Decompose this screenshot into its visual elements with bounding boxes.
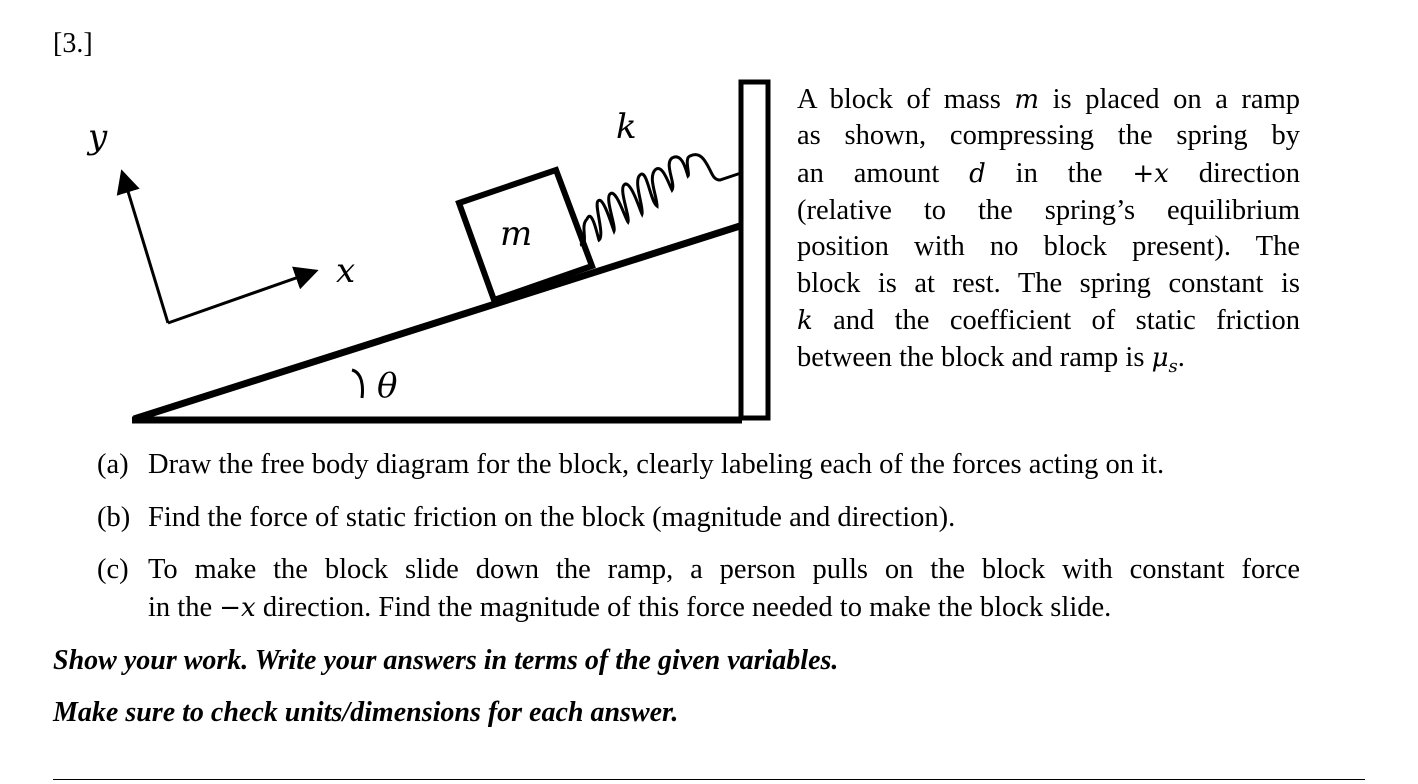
x-axis-arrow: [168, 272, 313, 323]
math-symbol: +x: [1132, 159, 1169, 189]
description-line: [797, 119, 1300, 153]
text-segment: in the: [985, 158, 1133, 189]
text-segment: in the: [148, 592, 220, 623]
angle-arc: [352, 370, 363, 398]
text-segment: and the coefficient of static friction: [812, 305, 1300, 336]
angle-label: θ: [377, 366, 398, 406]
description-line: [797, 83, 1300, 117]
x-axis-label: x: [336, 251, 356, 291]
description-line: [797, 304, 1300, 338]
mass-label: m: [500, 214, 533, 254]
description-line: [797, 194, 1300, 228]
y-axis-label: y: [88, 117, 108, 157]
wall: [741, 82, 768, 418]
description-line: [797, 267, 1300, 301]
math-symbol: s: [1168, 356, 1178, 377]
ramp-incline: [134, 226, 740, 419]
text-segment: direction: [1168, 158, 1300, 189]
text-segment: A block of mass: [797, 84, 1015, 115]
description-line: [797, 230, 1300, 264]
part-text: [148, 501, 955, 535]
math-symbol: −x: [219, 593, 256, 623]
part-text: [148, 553, 1300, 587]
part-label: (b): [97, 502, 131, 533]
text-segment: Find the force of static friction on the block (magnitude and direction).: [148, 502, 956, 533]
part-text: [148, 448, 1164, 482]
part-text: [148, 591, 1111, 625]
math-symbol: m: [1014, 85, 1040, 115]
axes: [86, 117, 355, 323]
description-line: [797, 341, 1300, 384]
instruction-check-units: Make sure to check units/dimensions for each answer.: [53, 697, 679, 728]
answer-line: [53, 779, 1365, 780]
text-segment: is placed on a ramp: [1039, 84, 1300, 115]
text-segment: Draw the free body diagram for the block, clearly labeling each of the forces acting on it.: [148, 449, 1165, 480]
description-line: [797, 157, 1300, 191]
text-segment: as shown, compressing the spring by: [797, 120, 1300, 151]
part-label: (a): [97, 449, 129, 480]
text-segment: position with no block present). The: [797, 231, 1300, 262]
part-label: (c): [97, 554, 129, 585]
text-segment: .: [1177, 342, 1185, 373]
problem-number: [3.]: [53, 28, 93, 59]
instruction-show-work: Show your work. Write your answers in terms of the given variables.: [53, 645, 839, 676]
text-segment: To make the block slide down the ramp, a person pulls on the block with constant force: [148, 554, 1300, 585]
text-segment: between the block and ramp is: [797, 342, 1152, 373]
spring-constant-label: k: [616, 107, 637, 147]
math-symbol: μ: [1151, 343, 1169, 373]
text-segment: (relative to the spring’s equilibrium: [797, 195, 1300, 226]
y-axis-arrow: [123, 175, 168, 323]
text-segment: an amount: [797, 158, 970, 189]
math-symbol: d: [969, 159, 986, 189]
text-segment: block is at rest. The spring constant is: [797, 268, 1300, 299]
math-symbol: k: [797, 306, 813, 336]
text-segment: direction. Find the magnitude of this force needed to make the block slide.: [255, 592, 1112, 623]
